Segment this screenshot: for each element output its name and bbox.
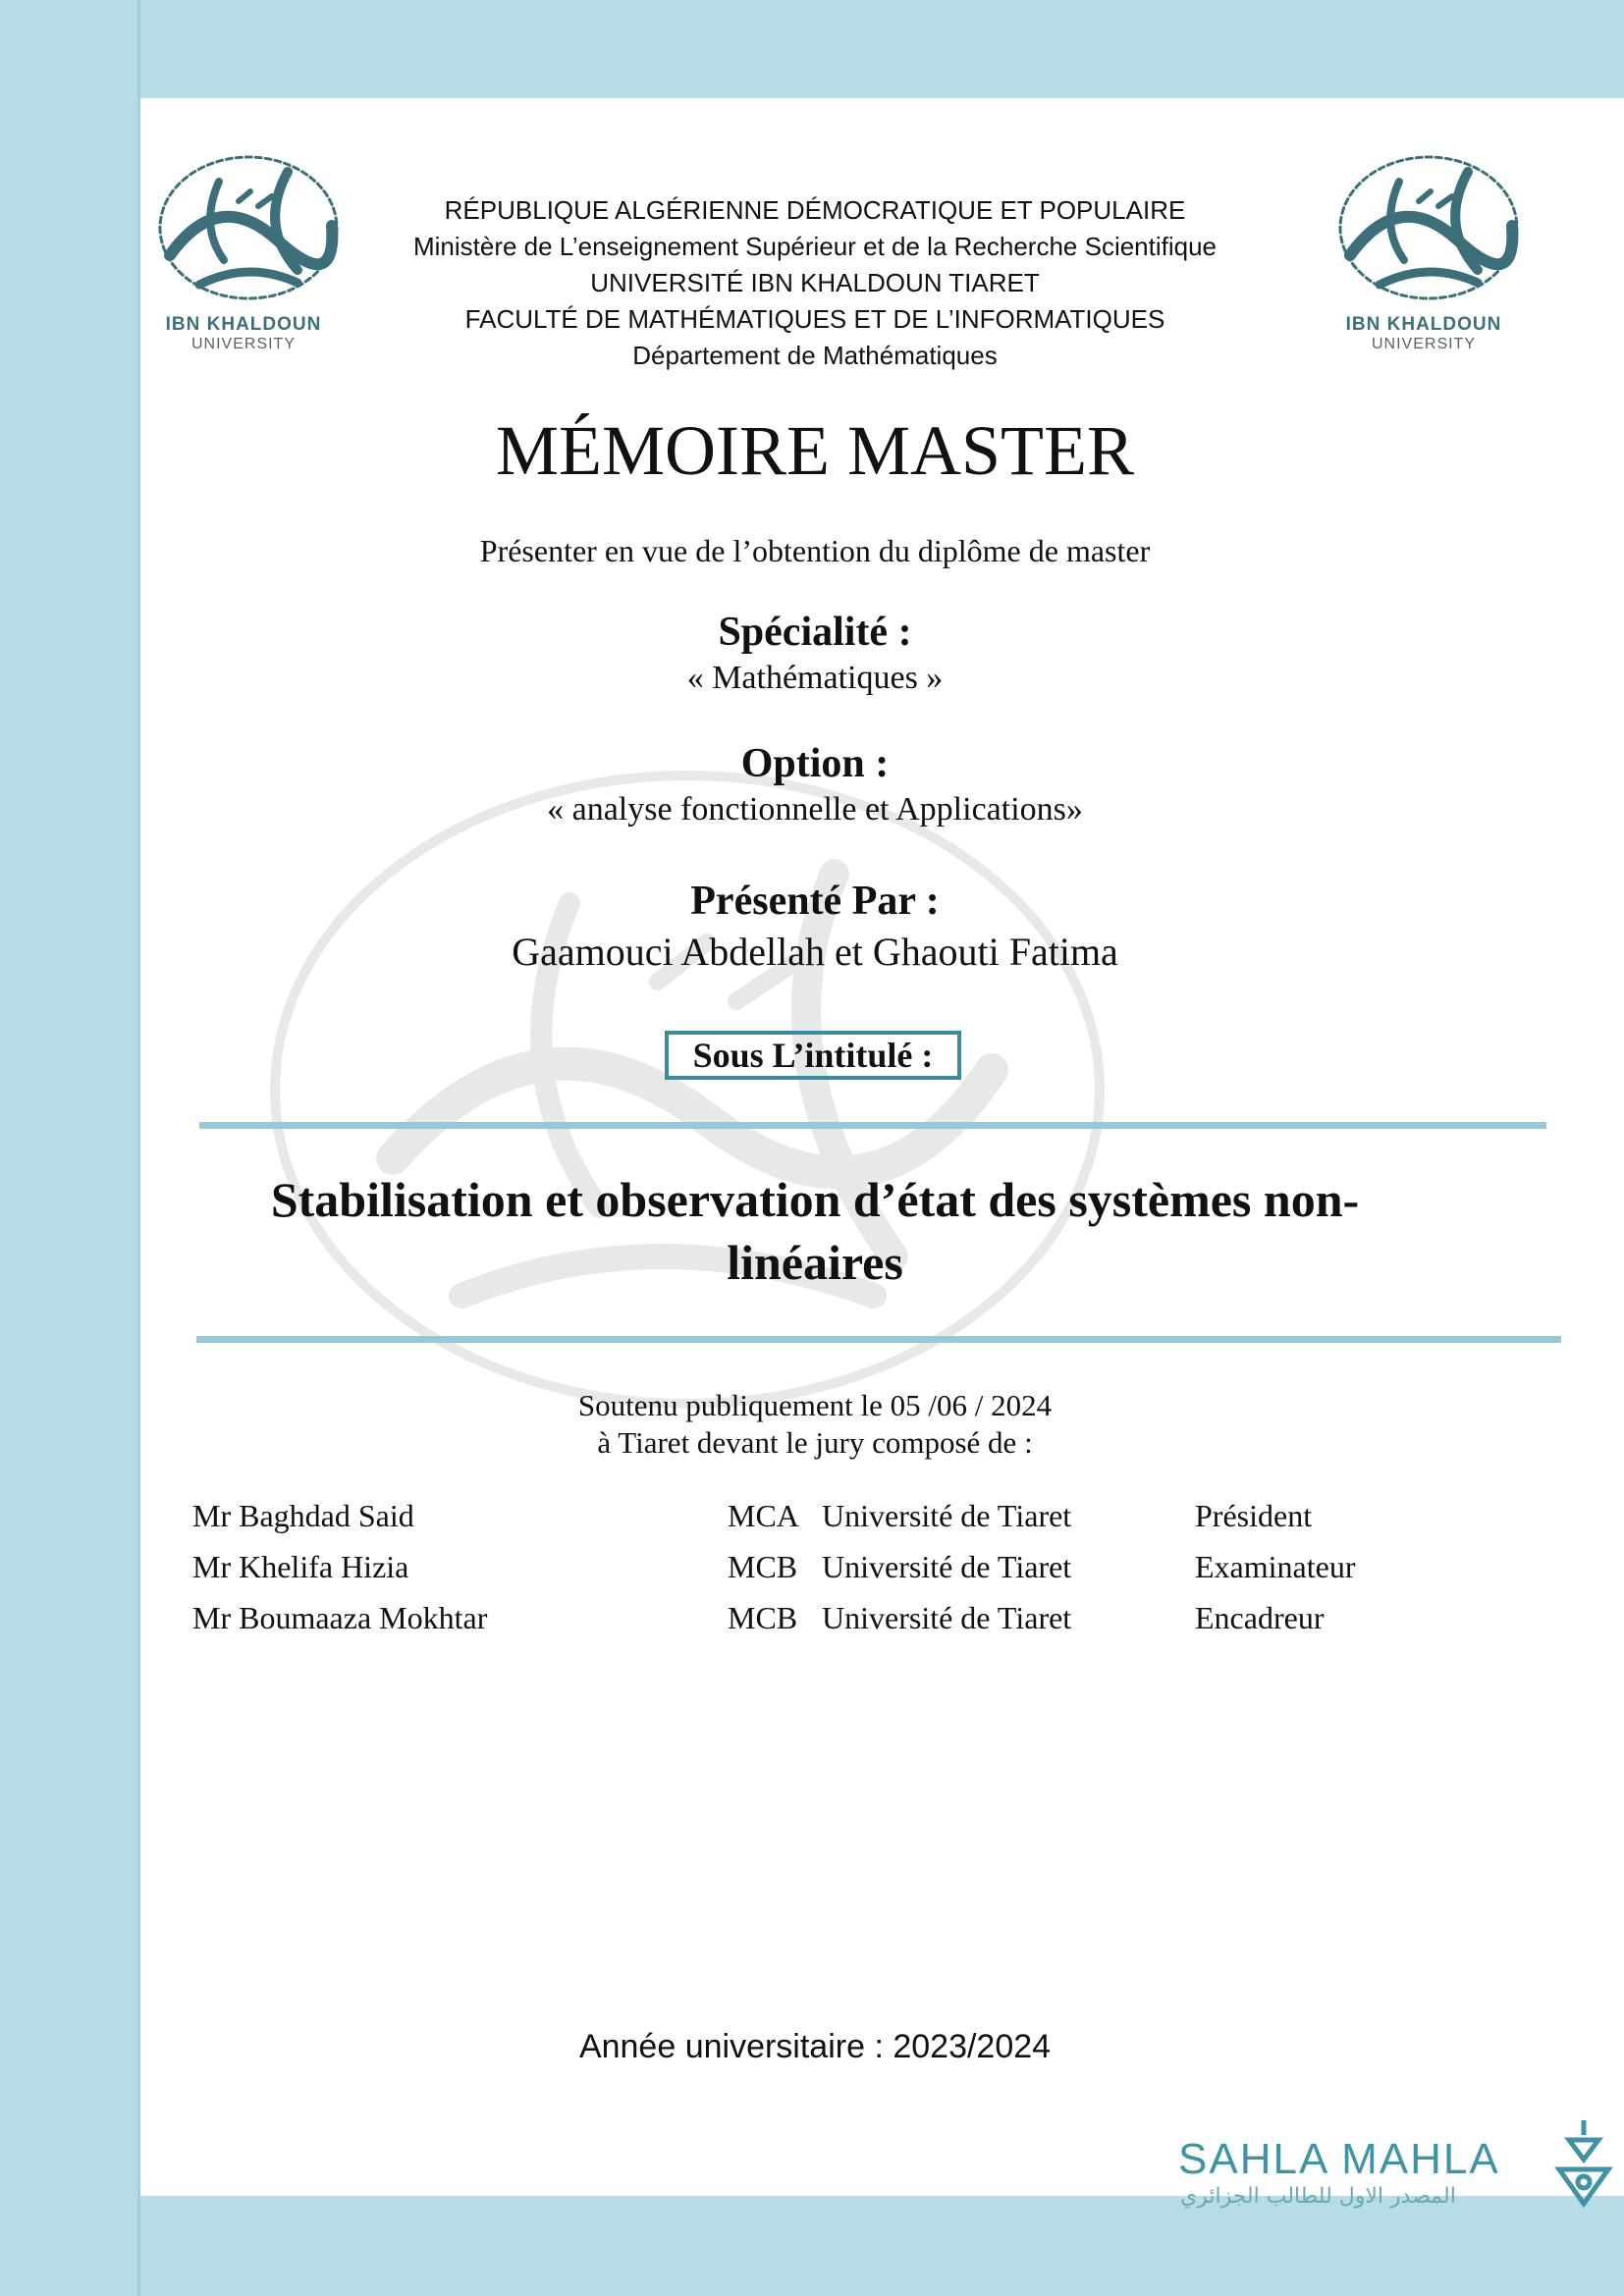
specialite-value: « Mathématiques » (686, 660, 944, 696)
jury-grade: MCB (728, 1600, 798, 1635)
department-line: Département de Mathématiques (632, 341, 998, 370)
jury-role: Président (1195, 1498, 1313, 1533)
document-title: MÉMOIRE MASTER (495, 411, 1135, 490)
jury-role: Encadreur (1195, 1600, 1325, 1635)
jury-name: Mr Boumaaza Mokhtar (192, 1600, 488, 1635)
title-rule-bottom (196, 1336, 1561, 1343)
institution-header (324, 192, 1306, 374)
sahla-mahla-logo (1178, 2135, 1620, 2214)
thesis-title-line2: linéaires (727, 1235, 903, 1290)
title-rule-top (199, 1122, 1546, 1129)
logo-name: IBN KHALDOUN (165, 314, 322, 335)
university-logo-right (1321, 147, 1527, 358)
sahla-emblem-icon (1549, 2115, 1618, 2214)
sahla-mahla-tagline: المصدر الاول للطالب الجزائري (1180, 2184, 1456, 2209)
left-decorative-band (0, 0, 140, 2296)
logo-sub: UNIVERSITY (1371, 336, 1476, 352)
republic-line: RÉPUBLIQUE ALGÉRIENNE DÉMOCRATIQUE ET POPULAIRE (444, 195, 1186, 225)
ministry-line: Ministère de L’enseignement Supérieur et de la Recherche Scientifique (412, 232, 1218, 261)
jury-row (192, 1600, 1469, 1651)
jury-grade: MCB (728, 1549, 798, 1584)
sous-intitule-box: Sous L’intitulé : (665, 1031, 961, 1080)
jury-role: Examinateur (1195, 1549, 1356, 1584)
jury-university: Université de Tiaret (822, 1549, 1072, 1584)
authors: Gaamouci Abdellah et Ghaouti Fatima (512, 930, 1118, 974)
jury-name: Mr Khelifa Hizia (192, 1549, 409, 1584)
logo-name: IBN KHALDOUN (1345, 314, 1502, 335)
defense-info (324, 1387, 1306, 1462)
document-subtitle: Présenter en vue de l’obtention du diplôme de master (479, 533, 1151, 568)
jury-intro: à Tiaret devant le jury composé de : (597, 1425, 1033, 1460)
option-label: Option : (740, 741, 890, 786)
jury-row (192, 1549, 1469, 1600)
university-line: UNIVERSITÉ IBN KHALDOUN TIARET (590, 268, 1040, 297)
jury-row (192, 1498, 1469, 1549)
university-calligraphy-logo-icon (1321, 147, 1527, 309)
thesis-title-line1: Stabilisation et observation d’état des systèmes non- (270, 1172, 1360, 1227)
defense-date: Soutenu publiquement le 05 /06 / 2024 (577, 1388, 1053, 1422)
top-decorative-band (140, 0, 1624, 98)
sahla-mahla-name: SAHLA MAHLA (1178, 2135, 1500, 2183)
university-logo-left (140, 147, 347, 358)
presente-label: Présenté Par : (690, 879, 940, 924)
university-calligraphy-logo-icon (140, 147, 347, 309)
academic-year: Année universitaire : 2023/2024 (578, 2028, 1052, 2065)
jury-grade: MCA (728, 1498, 799, 1533)
thesis-title (177, 1168, 1453, 1294)
jury-university: Université de Tiaret (822, 1498, 1072, 1533)
logo-sub: UNIVERSITY (190, 336, 296, 352)
specialite-label: Spécialité : (718, 610, 912, 655)
jury-name: Mr Baghdad Said (192, 1498, 414, 1533)
faculty-line: FACULTÉ DE MATHÉMATIQUES ET DE L’INFORMATIQUES (464, 304, 1165, 334)
jury-university: Université de Tiaret (822, 1600, 1072, 1635)
calligraphy-watermark-icon (245, 746, 1129, 1433)
jury-table (192, 1498, 1469, 1651)
option-value: « analyse fonctionnelle et Applications» (547, 791, 1083, 828)
